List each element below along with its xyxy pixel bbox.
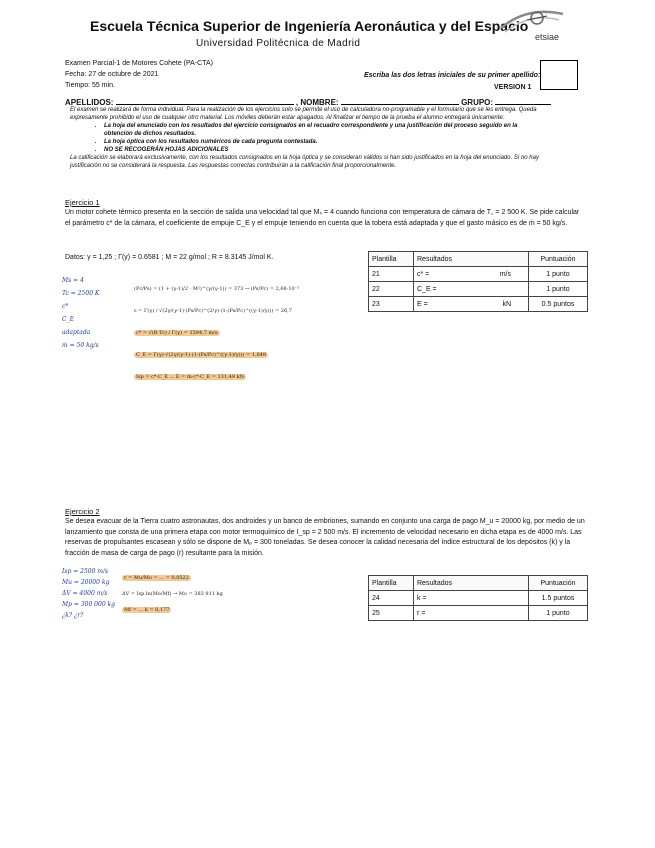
plantilla-cell: 23: [369, 297, 414, 312]
result-cell[interactable]: [414, 606, 529, 621]
apellidos-field[interactable]: [116, 96, 294, 105]
hand-step: Isp = c*·C_E ... E = ṁ·c*·C_E = 131,49 kN: [136, 374, 244, 380]
hand-given-item: Isp = 2500 m/s: [62, 568, 109, 575]
hand-given-item: Ms = 4: [62, 277, 84, 284]
result-cell[interactable]: [414, 267, 529, 282]
instruction-item: • La hoja del enunciado con los resultados del ejercicio consignados en el recuadro correspondiente y una justificación del proceso seguido en la obtención de dichos resultados.: [104, 122, 540, 138]
points-cell: 1.5 puntos: [529, 591, 588, 606]
hand-step: ε = Γ(γ) / √(2γ/(γ-1)·(Ps/Pc)^(2/γ)·(1-(Ps/Pc)^((γ-1)/γ))) = 26,7: [134, 308, 292, 314]
logo-text: etsiae: [535, 32, 560, 42]
plantilla-cell: 24: [369, 591, 414, 606]
col-puntuacion: Puntuación: [529, 252, 588, 267]
result-label: c* =: [417, 270, 430, 278]
exam-time: Tiempo: 55 min.: [65, 82, 115, 89]
apellido-initials-box[interactable]: [540, 60, 578, 90]
hand-step: c* = √(R·Tc) / Γ(γ) = 1594,7 m/s: [136, 330, 218, 336]
ejercicio1-results-table: [368, 251, 588, 312]
table-row: [369, 267, 588, 282]
result-cell[interactable]: [414, 282, 529, 297]
result-cell[interactable]: [414, 591, 529, 606]
ejercicio2-title: Ejercicio 2: [65, 507, 100, 516]
result-label: k =: [417, 594, 427, 602]
plantilla-cell: 22: [369, 282, 414, 297]
exam-date: Fecha: 27 de octubre de 2021: [65, 71, 159, 78]
exam-name: Examen Parcial-1 de Motores Cohete (PA-CTA): [65, 60, 213, 67]
table-row: [369, 282, 588, 297]
table-header-row: [369, 252, 588, 267]
result-cell[interactable]: [414, 297, 529, 312]
instructions: [70, 106, 540, 170]
plantilla-cell: 25: [369, 606, 414, 621]
nombre-label: , NOMBRE:: [295, 98, 339, 107]
ejercicio2-statement: Se desea evacuar de la Tierra cuatro astronautas, dos androides y un banco de embriones, sumando en conjunto una carga de pago M_u = 20000 kg, por medio de un lanzamiento que consta de una primera etapa con motor termoquímico de I_sp = 2 500 m/s. El incremento de velocidad necesario en dicha etapa es de 4000 m/s. Las reservas de propulsantes escasean y sólo se dispone de Mₚ = 300 toneladas. Se desea conocer la calidad necesaria del índice estructural de los depósitos (k) y la fracción de masa de carga de pago (r) resultante para la misión.: [65, 518, 585, 557]
col-resultados: Resultados: [414, 576, 529, 591]
grupo-label: GRUPO:: [461, 98, 494, 107]
ejercicio2-results-table: [368, 575, 588, 621]
hand-given-item: Mu = 20000 kg: [62, 579, 110, 586]
university-title: Universidad Politécnica de Madrid: [196, 38, 361, 49]
instruction-item: • NO SE RECOGERÁN HOJAS ADICIONALES: [104, 146, 540, 154]
instruction-item: • La hoja óptica con los resultados numéricos de cada pregunta contestada.: [104, 138, 540, 146]
ejercicio1-title: Ejercicio 1: [65, 198, 100, 207]
points-cell: 1 punto: [529, 267, 588, 282]
result-unit: kN: [502, 300, 511, 308]
hand-step: Mf = ... k = 0,177: [124, 607, 170, 613]
hand-given-item: ¿k? ¿r?: [62, 612, 84, 619]
col-plantilla: Plantilla: [369, 576, 414, 591]
school-title: Escuela Técnica Superior de Ingeniería Aeronáutica y del Espacio: [90, 18, 529, 34]
plantilla-cell: 21: [369, 267, 414, 282]
ejercicio1-datos: Datos: γ = 1,25 ; Γ(γ) = 0.6581 ; M = 22 g/mol ; R = 8.3145 J/mol K.: [65, 254, 274, 261]
hand-step: ΔV = Isp ln(Mo/Mf) → Mo = 383 911 kg: [122, 591, 223, 597]
apellidos-label: APELLIDOS:: [65, 98, 114, 107]
hand-step: C_E = Γ(γ)·√(2γ/(γ-1)·(1-(Ps/Pc)^((γ-1)/γ))) = 1,649: [136, 352, 267, 358]
apellido-prompt: Escriba las dos letras iniciales de su primer apellido:: [364, 72, 541, 79]
hand-given-item: Mp = 300 000 kg: [62, 601, 116, 608]
table-row: [369, 297, 588, 312]
hand-given-item: C_E: [62, 316, 74, 323]
hand-given-item: adaptada: [62, 329, 91, 336]
hand-given-item: ΔV = 4000 m/s: [62, 590, 108, 597]
hand-step: (Pc/Ps) = (1 + (γ-1)/2 · M²)^(γ/(γ-1)) = 373 → (Ps/Pc) = 2,68·10⁻³: [134, 286, 300, 292]
instructions-grading: La calificación se elaborará exclusivamente, con los resultados consignados en la hoja óptica y se consideran válidos si han sido justificados en la hoja del enunciado. Si no hay justificación no se considerará la respuesta. Las respuestas correctas contribuirán a la calificación final proporcionalmente.: [70, 155, 539, 169]
table-header-row: [369, 576, 588, 591]
version-label: VERSION 1: [494, 84, 532, 91]
nombre-field[interactable]: [341, 96, 459, 105]
hand-given-item: c*: [62, 303, 69, 310]
etsiae-logo: [497, 6, 567, 46]
hand-given-item: ṁ = 50 kg/s: [62, 342, 99, 349]
result-label: C_E =: [417, 285, 437, 293]
points-cell: 1 punto: [529, 282, 588, 297]
col-plantilla: Plantilla: [369, 252, 414, 267]
hand-given-item: Tc = 2500 K: [62, 290, 100, 297]
ejercicio1-statement: Un motor cohete térmico presenta en la sección de salida una velocidad tal que Mₛ = 4 cuando funciona con temperatura de cámara de T꜀ = 2 500 K. Se pide calcular el parámetro c* de la cámara, el coeficiente de empuje C_E y el empuje teniendo en cuenta que la tobera está adaptada y que el gasto másico es de ṁ = 50 kg/s.: [65, 209, 580, 227]
grupo-field[interactable]: [495, 96, 551, 105]
points-cell: 0.5 puntos: [529, 297, 588, 312]
instructions-list: [70, 122, 540, 154]
table-row: [369, 606, 588, 621]
result-label: r =: [417, 609, 426, 617]
ejercicio2-handwritten-steps: [122, 570, 223, 618]
result-label: E =: [417, 300, 428, 308]
result-unit: m/s: [499, 270, 511, 278]
ejercicio1-handwritten-steps: [134, 278, 299, 388]
col-resultados: Resultados: [414, 252, 529, 267]
table-row: [369, 591, 588, 606]
points-cell: 1 punto: [529, 606, 588, 621]
hand-step: r = Mu/Mo = ... = 0,0522: [124, 575, 189, 581]
ejercicio1-handwritten-given: [62, 274, 99, 352]
instructions-intro: El examen se realizará de forma individual. Para la realización de los ejercicios solo se permite el uso de calculadora no-programable y el formulario que se les entrega. Queda expresamente prohibido el uso de cualquier otro material. Los móviles deberán estar apagados. Al finalizar el tiempo de la prueba el alumno entregará únicamente:: [70, 107, 537, 121]
ejercicio2-handwritten-given: [62, 566, 115, 621]
col-puntuacion: Puntuación: [529, 576, 588, 591]
